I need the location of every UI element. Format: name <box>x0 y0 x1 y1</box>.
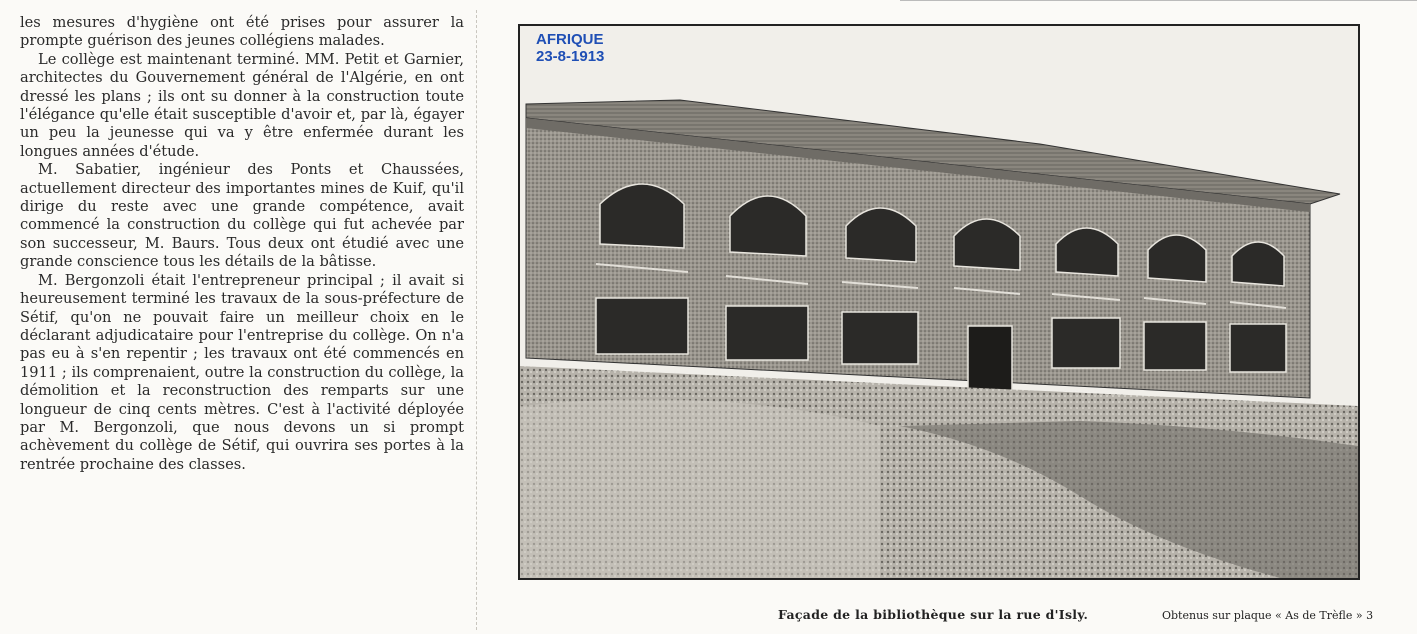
badge-date: 23-8-1913 <box>536 48 605 65</box>
building-illustration <box>520 26 1358 578</box>
article-text-column <box>20 14 464 474</box>
photo-credit: Obtenus sur plaque « As de Trèfle » 3 <box>1162 609 1374 622</box>
badge-title: AFRIQUE <box>536 31 604 48</box>
article-paragraph: les mesures d'hygiène ont été prises pour assurer la prompte guérison des jeunes collégiens malades. <box>20 14 464 50</box>
building-photograph <box>518 24 1360 580</box>
column-divider <box>476 10 478 630</box>
article-paragraph: Le collège est maintenant terminé. MM. Petit et Garnier, architectes du Gouvernement général de l'Algérie, en ont dressé les plans ; ils ont su donner à la construction toute l'élégance qu'elle était susceptible d'avoir et, par là, égayer un peu la jeunesse qui va y être enfermée durant les longues années d'étude. <box>20 50 464 160</box>
source-badge <box>536 31 604 65</box>
article-paragraph: M. Sabatier, ingénieur des Ponts et Chaussées, actuellement directeur des importantes mines de Kuif, qu'il dirige du reste avec une grande compétence, avait commencé la construction du collège qui fut achevée par son successeur, M. Baurs. Tous deux ont étudié avec une grande conscience tous les détails de la bâtisse. <box>20 161 464 271</box>
article-paragraph: M. Bergonzoli était l'entrepreneur principal ; il avait si heureusement terminé les travaux de la sous-préfecture de Sétif, qu'on ne pouvait faire un meilleur choix en le déclarant adjudicataire pour l'entreprise du collège. On n'a pas eu à s'en repentir ; les travaux ont été commencés en 1911 ; ils comprenaient, outre la construction du collège, la démolition et la reconstruction des remparts sur une longueur de cinq cents mètres. C'est à l'activité déployée par M. Bergonzoli, que nous devons un si prompt achèvement du collège de Sétif, qui ouvrira ses portes à la rentrée prochaine des classes. <box>20 271 464 473</box>
photo-caption: Façade de la bibliothèque sur la rue d'Isly. <box>778 607 1089 622</box>
top-rule <box>900 0 1417 1</box>
